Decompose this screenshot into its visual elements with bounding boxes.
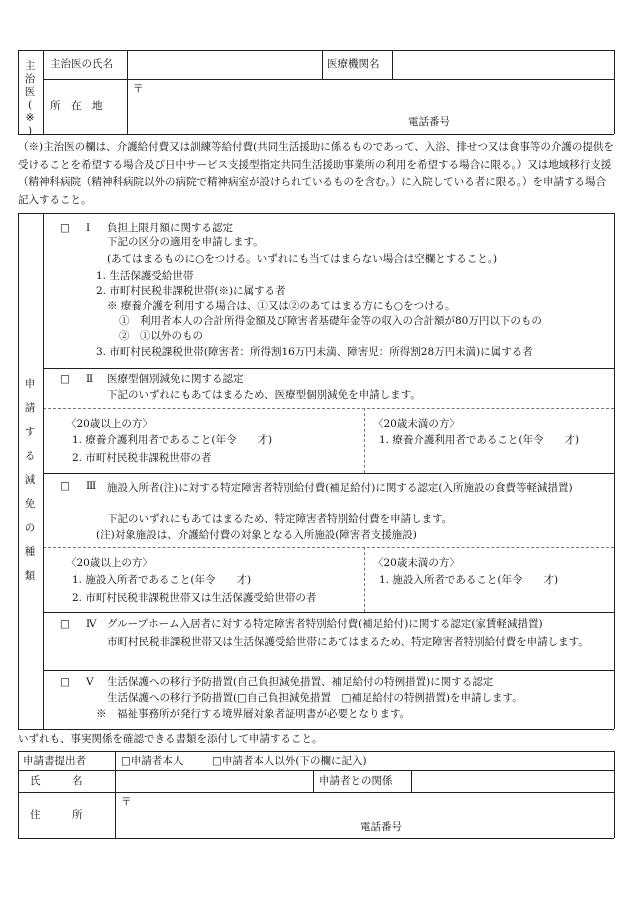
- section-2-left-item2: 2. 市町村民税非課税世帯の者: [72, 452, 212, 464]
- section-5-title: 生活保護への移行予防措置(自己負担減免措置、補足給付の特例措置)に関する認定: [107, 676, 494, 688]
- relation-label: 申請者との関係: [319, 775, 393, 787]
- section-5-line1: 生活保護への移行予防措置(□自己負担減免措置 □補足給付の特例措置)を申請します。: [107, 692, 523, 704]
- section-5-line2: ※ 福祉事務所が発行する境界層対象者証明書が必要となります。: [96, 708, 411, 720]
- doctor-name-field[interactable]: [128, 51, 321, 78]
- submitter-postal-mark: 〒: [121, 796, 132, 808]
- section-1-sub1[interactable]: ① 利用者本人の合計所得金額及び障害者基礎年金等の収入の合計額が80万円以下のもの: [119, 315, 542, 327]
- section-1-sub2[interactable]: ② ①以外のもの: [119, 330, 203, 342]
- section-5-numeral: Ⅴ: [86, 676, 94, 688]
- section-2-checkbox[interactable]: □: [60, 373, 70, 385]
- section-3-right-item1: 1. 施設入所者であること(年令 才): [379, 574, 559, 586]
- institution-field[interactable]: [393, 51, 613, 78]
- section-4-checkbox[interactable]: □: [60, 618, 70, 630]
- section-4-line1: 市町村民税非課税世帯又は生活保護受給世帯にあてはまるため、特定障害者特別給付費を申請します。: [107, 636, 589, 648]
- doctor-address-label: 所 在 地: [50, 100, 103, 112]
- section-2-right-item1: 1. 療養介護利用者であること(年令 才): [379, 434, 580, 446]
- section-2-right-head: 〈20歳未満の方〉: [373, 418, 460, 430]
- section-2-left-item1: 1. 療養介護利用者であること(年令 才): [72, 434, 273, 446]
- doctor-note: （※)主治医の欄は、介護給付費又は訓練等給付費(共同生活援助に係るものであって、入浴、排せつ又は食事等の介護の提供を受けることを希望する場合及び日中サービス支援型指定共同生活援助事業所の利用を希望する場合に限る。）又は地域移行支援（精神科病院（精神科病院以外の病院で精神病室が設けられているものを含む。）に入院している者に限る。）を申請する場合記入すること。: [18, 141, 614, 206]
- section-1-item2-note: ※ 療養介護を利用する場合は、①又は②のあてはまる方にも○をつける。: [107, 300, 456, 312]
- section-3-left-head: 〈20歳以上の方〉: [66, 557, 153, 569]
- institution-label: 医療機関名: [327, 58, 380, 70]
- submitter-name-label: 氏 名: [30, 775, 83, 787]
- section-3-checkbox[interactable]: □: [60, 480, 70, 492]
- section-3-left-item1: 1. 施設入所者であること(年令 才): [72, 574, 252, 586]
- doctor-side-label: 主 治 医 ( ※ ): [24, 60, 36, 137]
- section-1-line1: 下記の区分の適用を申請します。: [107, 236, 264, 248]
- section-4-title: グループホーム入居者に対する特定障害者特別給付費(補足給付)に関する認定(家賃軽減措置): [107, 618, 543, 630]
- section-3-line1: 下記のいずれにもあてはまるため、特定障害者特別給付費を申請します。: [107, 513, 453, 525]
- section-2-line1: 下記のいずれにもあてはまるため、医療型個別減免を申請します。: [107, 389, 421, 401]
- doctor-postal-mark: 〒: [133, 83, 144, 95]
- submitter-option-self[interactable]: □申請者本人: [121, 755, 184, 767]
- section-4-numeral: Ⅳ: [86, 618, 97, 630]
- reduction-side-label: 申 請 す る 減 免 の 種 類: [24, 378, 36, 582]
- submitter-name-field[interactable]: [116, 771, 312, 791]
- section-1-item1[interactable]: 1. 生活保護受給世帯: [96, 270, 194, 282]
- doctor-phone-label: 電話番号: [408, 116, 450, 128]
- section-3-line2: (注)対象施設は、介護給付費の対象となる入所施設(障害者支援施設): [96, 529, 417, 541]
- section-1-line2: (あてはまるものに○をつける。いずれにも当てはまらない場合は空欄とすること。): [107, 253, 498, 265]
- section-3-left-item2: 2. 市町村民税非課税世帯又は生活保護受給世帯の者: [72, 592, 317, 604]
- section-1-item3[interactable]: 3. 市町村民税課税世帯(障害者：所得割16万円未満、障害児：所得割28万円未満)に属する者: [96, 346, 533, 358]
- section-1-item2[interactable]: 2. 市町村民税非課税世帯(※)に属する者: [96, 285, 286, 297]
- section-3-title: 施設入所者(注)に対する特定障害者特別給付費(補足給付)に関する認定(入所施設の食費等軽減措置): [107, 482, 573, 494]
- section-3-numeral: Ⅲ: [86, 480, 97, 492]
- relation-field[interactable]: [412, 771, 613, 791]
- section-5-checkbox[interactable]: □: [60, 676, 70, 688]
- submitter-address-label: 住 所: [30, 809, 83, 821]
- section-1-checkbox[interactable]: □: [60, 222, 70, 234]
- doctor-name-label: 主治医の氏名: [50, 58, 113, 70]
- section-1-numeral: Ⅰ: [86, 222, 91, 234]
- submitter-option-other[interactable]: □申請者本人以外(下の欄に記入): [212, 755, 367, 767]
- submitter-label: 申請書提出者: [23, 755, 86, 767]
- section-2-numeral: Ⅱ: [86, 373, 94, 385]
- section-2-title: 医療型個別減免に関する認定: [107, 373, 244, 385]
- section-3-right-head: 〈20歳未満の方〉: [373, 557, 460, 569]
- section-2-left-head: 〈20歳以上の方〉: [66, 418, 153, 430]
- submitter-phone-label: 電話番号: [360, 821, 402, 833]
- doctor-address-field[interactable]: [128, 80, 613, 133]
- attachment-note: いずれも、事実関係を確認できる書類を添付して申請すること。: [18, 733, 323, 745]
- section-1-title: 負担上限月額に関する認定: [107, 222, 233, 234]
